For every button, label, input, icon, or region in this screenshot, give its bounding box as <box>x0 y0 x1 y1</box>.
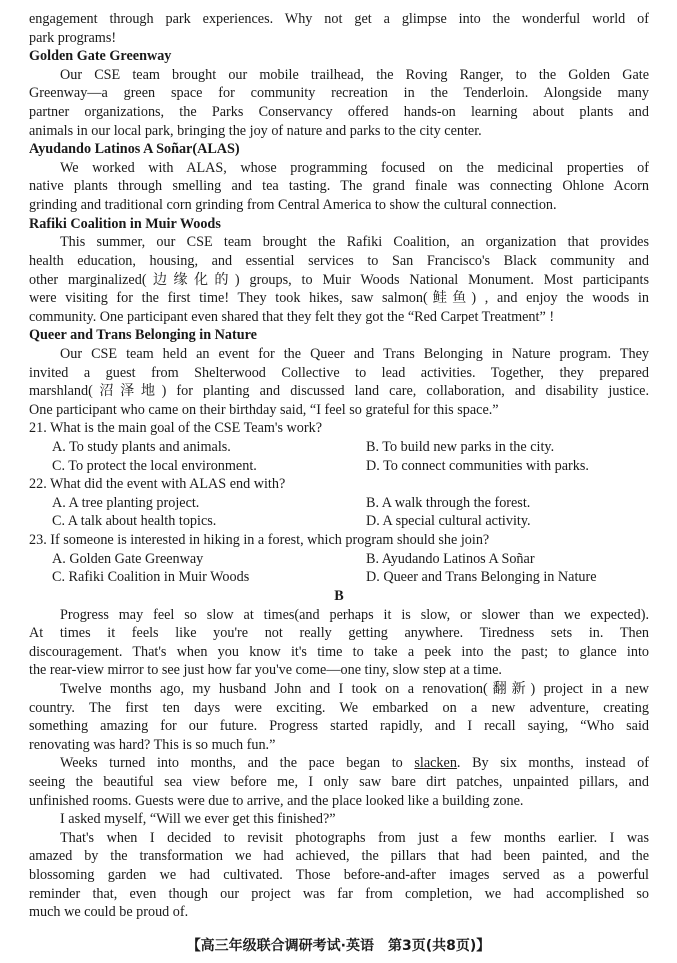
section-heading: Golden Gate Greenway <box>29 48 172 65</box>
answer-option: C. To protect the local environment. <box>52 457 257 474</box>
underlined-word: slacken <box>414 755 457 772</box>
text-line: Our CSE team brought our mobile trailhead, the Roving Ranger, to the Golden Gate <box>60 66 649 83</box>
text-line: At times it feels like you're not really getting anywhere. Tiredness sets in. Then <box>29 625 649 642</box>
option-row <box>29 568 649 587</box>
answer-option: B. To build new parks in the city. <box>366 439 555 456</box>
text-line: much we could be proud of. <box>29 904 189 921</box>
text-line: marshland(沼泽地) for planting and discussed land care, collaboration, and disability justice. <box>29 383 649 400</box>
text-line: blossoming garden we had cultivated. Those before-and-after images served as a powerful <box>29 867 649 884</box>
text-line: Twelve months ago, my husband John and I took on a renovation(翻新) project in a new <box>60 680 649 697</box>
answer-option: C. Rafiki Coalition in Muir Woods <box>52 569 250 586</box>
paragraph <box>29 680 649 754</box>
text-line: Weeks turned into months, and the pace began to slacken. By six months, instead of <box>60 755 649 772</box>
paragraph <box>29 754 649 810</box>
paragraph <box>29 159 649 215</box>
text-line: health education, housing, and essential services to San Francisco's Black community and <box>29 252 649 269</box>
paragraph <box>29 810 649 829</box>
answer-option: A. Golden Gate Greenway <box>52 550 204 567</box>
text-line: One participant who came on their birthday said, “I feel so grateful for this space.” <box>29 401 499 418</box>
exam-page-body <box>29 10 649 922</box>
section-heading: Ayudando Latinos A Soñar(ALAS) <box>29 141 240 158</box>
text-line: We worked with ALAS, whose programming focused on the medicinal properties of <box>60 159 649 176</box>
text-line: seeing the beautiful sea view before me, I only saw bare dirt patches, unpainted pillars, and <box>29 773 649 790</box>
question <box>29 419 649 475</box>
answer-option: A. To study plants and animals. <box>52 439 231 456</box>
option-row <box>29 438 649 457</box>
text-line: unfinished rooms. Guests were due to arrive, and the place looked like a building zone. <box>29 792 524 809</box>
answer-option: D. To connect communities with parks. <box>366 457 589 474</box>
text-line: That's when I decided to revisit photographs from just a few months earlier. I was <box>60 829 649 846</box>
text-line: amazed by the transformation we had achieved, the pillars that had been painted, and the <box>29 848 649 865</box>
text-line: animals in our local park, bringing the joy of nature and parks to the city center. <box>29 122 482 139</box>
text-line: reminder that, even though our project was far from completion, we had accomplished so <box>29 885 649 902</box>
text-line: something amazing for our future. Progress started rapidly, and I recall saying, “Who said <box>29 718 649 735</box>
paragraph <box>29 10 649 47</box>
text-line: park programs! <box>29 29 117 46</box>
text-line: partner organizations, the Parks Conservancy offered hands-on learning about plants and <box>29 104 649 121</box>
text-line: invited a guest from Shelterwood Collective to lead activities. Together, they prepared <box>29 364 649 381</box>
answer-option: D. Queer and Trans Belonging in Nature <box>366 569 597 586</box>
section-heading: Queer and Trans Belonging in Nature <box>29 327 257 344</box>
text-line: grinding and traditional corn grinding from Central America to show the cultural connection. <box>29 197 557 214</box>
text-line: the rear-view mirror to see just how far you've come—one tiny, slow step at a time. <box>29 662 502 679</box>
text-line: This summer, our CSE team brought the Rafiki Coalition, an organization that provides <box>60 234 649 251</box>
option-row <box>29 512 649 531</box>
paragraph <box>29 66 649 140</box>
text-line: other marginalized(边缘化的) groups, to Muir Woods National Monument. Most participants <box>29 271 649 288</box>
text-line: discouragement. That's when you know it's time to take a peek into the past; to glance into <box>29 643 649 660</box>
option-row <box>29 550 649 569</box>
option-row <box>29 457 649 476</box>
text-line: Greenway—a green space for community recreation in the Tenderloin. Alongside many <box>29 85 649 102</box>
answer-option: A. A tree planting project. <box>52 494 200 511</box>
page-footer: 【高三年级联合调研考试·英语 第3页(共8页)】 <box>186 938 491 954</box>
question <box>29 475 649 531</box>
question <box>29 531 649 587</box>
question-stem: 22. What did the event with ALAS end with? <box>29 476 286 493</box>
text-line: Our CSE team held an event for the Queer and Trans Belonging in Nature program. They <box>60 345 649 362</box>
paragraph <box>29 606 649 680</box>
paragraph <box>29 829 649 922</box>
answer-option: B. Ayudando Latinos A Soñar <box>366 550 535 567</box>
option-row <box>29 494 649 513</box>
section-heading: Rafiki Coalition in Muir Woods <box>29 215 221 232</box>
text-line: native plants through smelling and tea tasting. The grand finale was connecting Ohlone Acorn <box>29 178 649 195</box>
text-line: country. The first ten days were exciting. We embarked on a new adventure, creating <box>29 699 649 716</box>
question-stem: 23. If someone is interested in hiking in a forest, which program should she join? <box>29 532 490 549</box>
answer-option: B. A walk through the forest. <box>366 494 531 511</box>
paragraph <box>29 233 649 326</box>
text-line: were visiting for the first time! They took hikes, saw salmon(鲑鱼) , and enjoy the woods in <box>29 290 649 307</box>
answer-option: D. A special cultural activity. <box>366 513 531 530</box>
question-stem: 21. What is the main goal of the CSE Team's work? <box>29 420 323 437</box>
text-line: Progress may feel so slow at times(and perhaps it is slow, or slower than we expected). <box>60 606 649 623</box>
text-line: community. One participant even shared that they felt they got the “Red Carpet Treatment” ! <box>29 308 555 325</box>
text-line: renovating was hard? This is so much fun.” <box>29 736 276 753</box>
part-label: B <box>334 587 344 604</box>
answer-option: C. A talk about health topics. <box>52 513 217 530</box>
paragraph <box>29 345 649 419</box>
text-line: I asked myself, “Will we ever get this finished?” <box>60 811 336 828</box>
text-line: engagement through park experiences. Why not get a glimpse into the wonderful world of <box>29 11 649 27</box>
